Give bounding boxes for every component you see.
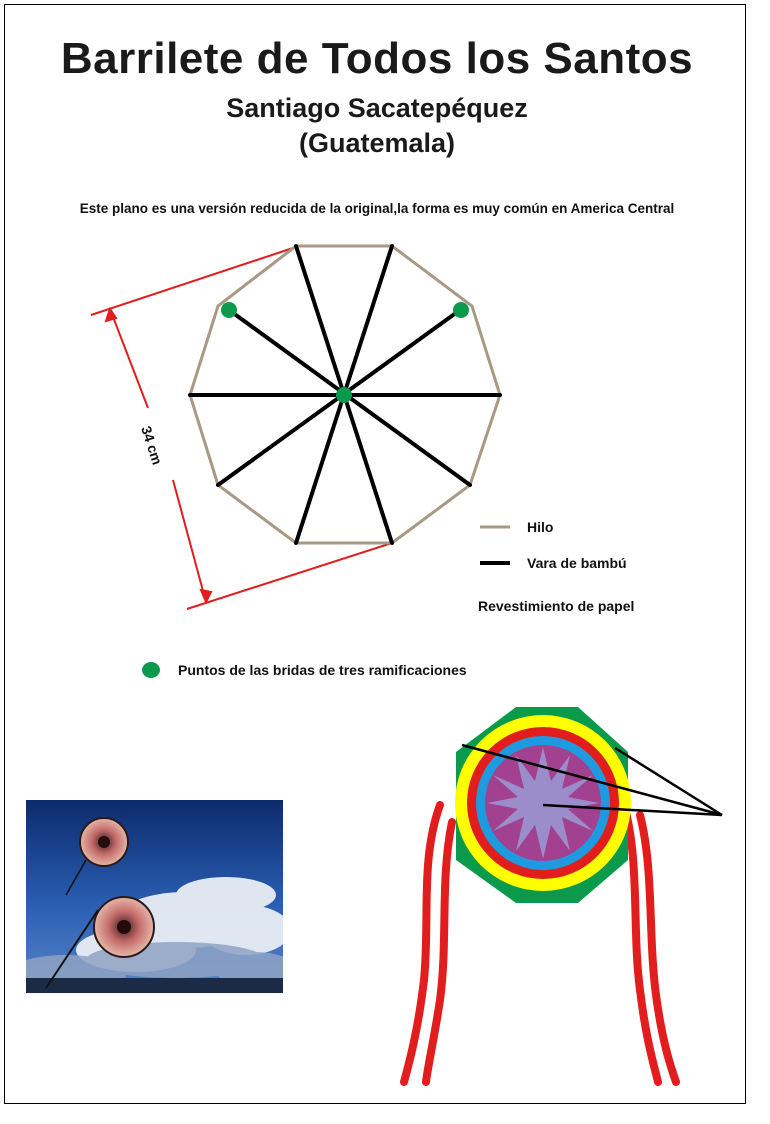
- dimension-arrowhead-bottom: [201, 590, 211, 602]
- legend-bamboo-label: Vara de bambú: [527, 555, 627, 571]
- kite-illustration: [404, 707, 722, 1082]
- dimension-bottom-extension: [187, 543, 392, 609]
- bridle-point-right: [453, 302, 469, 318]
- legend-paper-label: Revestimiento de papel: [478, 598, 635, 614]
- page-title: Barrilete de Todos los Santos: [60, 34, 694, 83]
- kite-center: [525, 785, 561, 821]
- bridle-point-center: [336, 387, 352, 403]
- dimension-arrow-lower: [173, 480, 206, 602]
- dimension-arrowhead-top: [106, 309, 116, 321]
- intro-note: Este plano es una versión reducida de la original,la forma es muy común en America Central: [79, 201, 675, 216]
- dimension-label: 34 cm: [138, 423, 166, 467]
- dimension-lines: [91, 248, 392, 609]
- dimension-arrow-upper: [110, 309, 148, 408]
- dimension-top-extension: [91, 248, 293, 315]
- page-subtitle: Santiago Sacatepéquez: [226, 93, 528, 123]
- country-label: (Guatemala): [298, 128, 456, 158]
- flying-kites-photo: [26, 800, 283, 993]
- legend-thread-label: Hilo: [527, 519, 554, 535]
- legend-bridle-label: Puntos de las bridas de tres ramificaciones: [178, 662, 467, 678]
- bridle-point-left: [221, 302, 237, 318]
- green-dot-icon: [142, 662, 160, 678]
